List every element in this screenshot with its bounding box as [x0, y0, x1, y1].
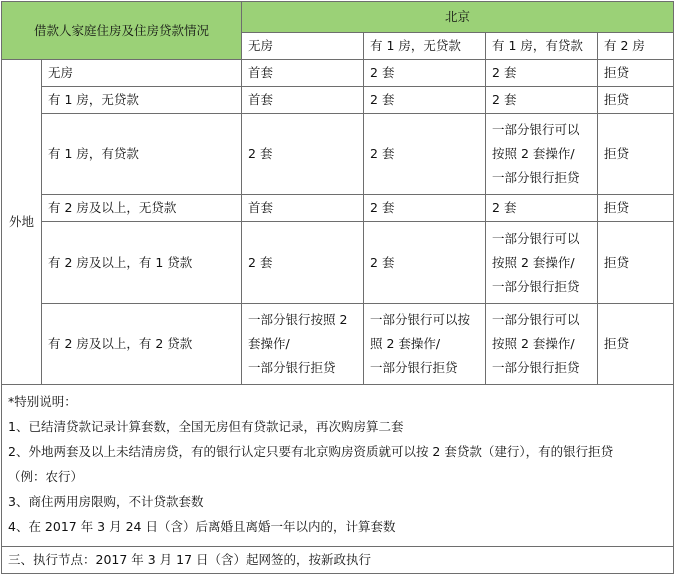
cell-line: 照 2 套操作/ [370, 336, 441, 351]
table-cell: 拒贷 [598, 195, 674, 222]
note-item: 4、在 2017 年 3 月 24 日（含）后离婚且离婚一年以内的，计算套数 [8, 519, 396, 534]
table-cell: 2 套 [486, 195, 598, 222]
table-cell: 2 套 [364, 60, 486, 87]
table-cell [364, 304, 486, 385]
row-label: 无房 [42, 60, 242, 87]
table-cell: 2 套 [364, 195, 486, 222]
table-cell: 2 套 [364, 222, 486, 304]
row-label: 有 2 房及以上，无贷款 [42, 195, 242, 222]
cell-line: 按照 2 套操作/ [492, 146, 575, 161]
notes-section [2, 385, 674, 547]
cell-line: 按照 2 套操作/ [492, 254, 575, 270]
cell-line: 一部分银行可以按 [370, 312, 471, 327]
column-header: 有 1 房，无贷款 [364, 33, 486, 60]
group-label-outside: 外地 [2, 60, 42, 385]
note-item: 2、外地两套及以上未结清房贷，有的银行认定只要有北京购房资质就可以按 2 套贷款（建行），有的银行拒贷 [8, 444, 614, 459]
corner-header: 借款人家庭住房及住房贷款情况 [2, 2, 242, 60]
table-cell [242, 304, 364, 385]
cell-line: 按照 2 套操作/ [492, 336, 575, 351]
cell-line: 一部分银行按照 2 [248, 312, 348, 327]
table-cell: 拒贷 [598, 222, 674, 304]
note-item: （例：农行） [8, 469, 84, 484]
table-cell: 2 套 [486, 87, 598, 114]
cell-line: 一部分银行拒贷 [492, 170, 580, 185]
table-cell [486, 114, 598, 195]
row-label: 有 1 房，有贷款 [42, 114, 242, 195]
row-label: 有 2 房及以上，有 1 贷款 [42, 222, 242, 304]
notes-title: *特别说明： [8, 394, 77, 409]
table-cell [486, 222, 598, 304]
cell-line: 一部分银行拒贷 [492, 278, 580, 294]
table-cell: 2 套 [364, 87, 486, 114]
table-row [2, 304, 674, 385]
column-header: 无房 [242, 33, 364, 60]
row-label: 有 2 房及以上，有 2 贷款 [42, 304, 242, 385]
table-cell: 拒贷 [598, 87, 674, 114]
table-row [2, 60, 674, 87]
table-cell: 2 套 [242, 222, 364, 304]
execution-node-text: 三、执行节点：2017 年 3 月 17 日（含）起网签的，按新政执行 [2, 547, 674, 574]
table-row [2, 87, 674, 114]
column-header: 有 2 房 [598, 33, 674, 60]
table-cell: 2 套 [364, 114, 486, 195]
cell-line: 一部分银行可以 [492, 312, 580, 327]
table-cell: 首套 [242, 195, 364, 222]
table-cell: 2 套 [486, 60, 598, 87]
table-cell: 拒贷 [598, 304, 674, 385]
cell-line: 一部分银行可以 [492, 122, 580, 137]
row-label: 有 1 房，无贷款 [42, 87, 242, 114]
note-item: 1、已结清贷款记录计算套数，全国无房但有贷款记录，再次购房算二套 [8, 419, 404, 434]
cell-line: 一部分银行拒贷 [492, 360, 580, 375]
cell-line: 套操作/ [248, 336, 290, 351]
cell-line: 一部分银行拒贷 [248, 360, 336, 375]
table-cell: 2 套 [242, 114, 364, 195]
cell-line: 一部分银行可以 [492, 230, 580, 246]
note-item: 3、商住两用房限购，不计贷款套数 [8, 494, 204, 509]
footer-row [2, 547, 674, 574]
column-header: 有 1 房，有贷款 [486, 33, 598, 60]
cell-line: 一部分银行拒贷 [370, 360, 458, 375]
table-row [2, 114, 674, 195]
table-cell: 首套 [242, 87, 364, 114]
table-cell: 拒贷 [598, 114, 674, 195]
notes-row [2, 385, 674, 547]
table-row [2, 222, 674, 304]
table-cell: 拒贷 [598, 60, 674, 87]
table-cell [486, 304, 598, 385]
table-row [2, 195, 674, 222]
city-header: 北京 [242, 2, 674, 33]
loan-policy-table [1, 1, 674, 574]
table-cell: 首套 [242, 60, 364, 87]
